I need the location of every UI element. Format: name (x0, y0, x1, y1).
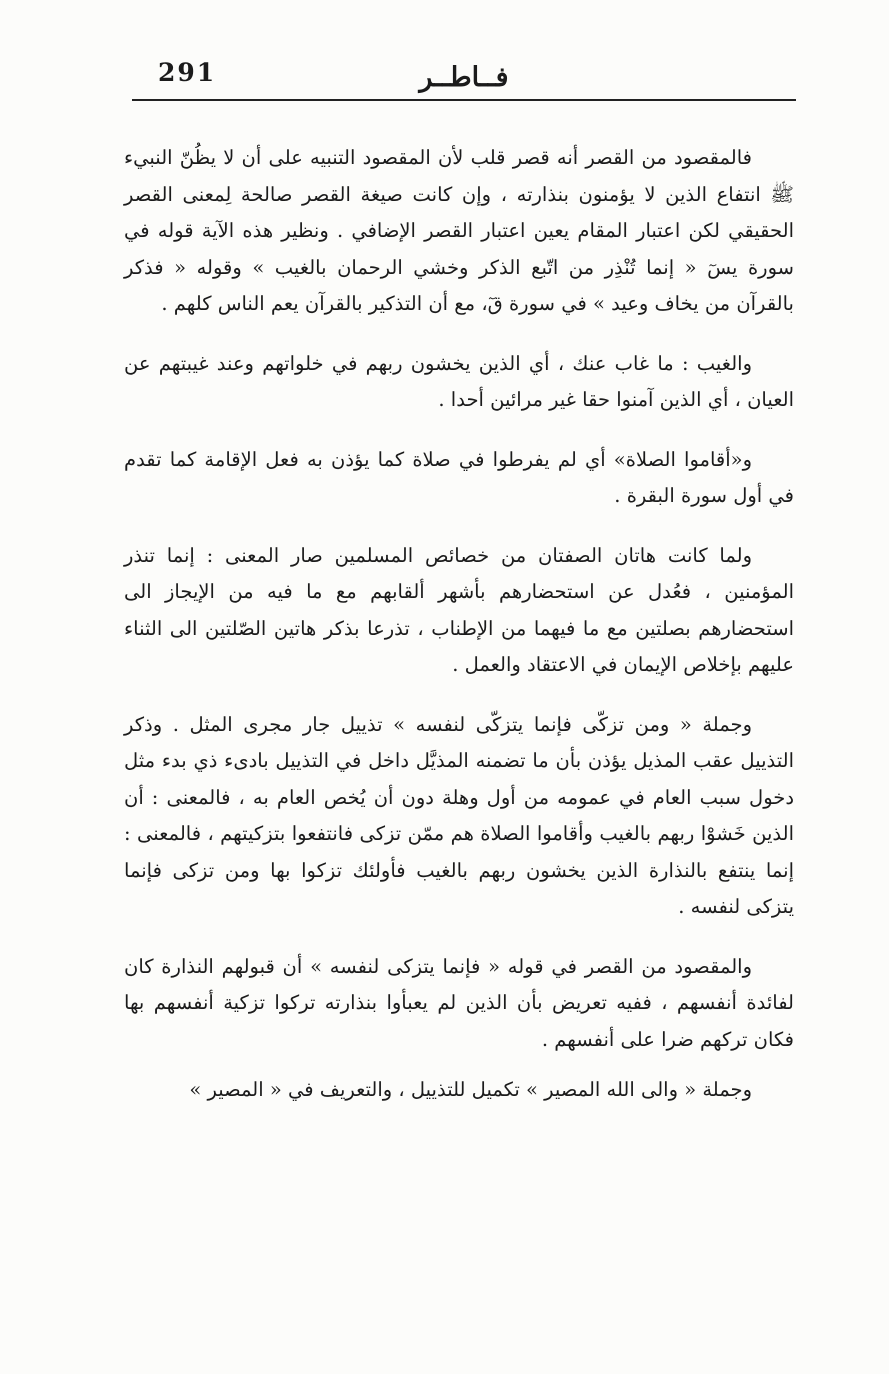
page-number: 291 (158, 58, 217, 87)
paragraph: والمقصود من القصر في قوله « فإنما يتزكى لنفسه » أن قبولهم النذارة كان لفائدة أنفسهم ، ففيه تعريض بأن الذين لم يعبأوا بنذارته تركوا تزكية أنفسهم بها فكان تركهم ضرا على أنفسهم . (124, 954, 794, 1051)
paragraph: والغيب : ما غاب عنك ، أي الذين يخشون ربهم في خلواتهم وعند غيبتهم عن العيان ، أي الذين آمنوا حقا غير مرائين أحدا . (124, 351, 794, 411)
page-header (132, 58, 796, 104)
paragraph: فالمقصود من القصر أنه قصر قلب لأن المقصود التنبيه على أن لا يظُنّ النبيء ﷺ انتفاع الذين لا يؤمنون بنذارته ، وإن كانت صيغة القصر صالحة لِمعنى القصر الحقيقي لكن اعتبار المقام يعين اعتبار القصر الإضافي . ونظير هذه الآية قوله في سورة يسٓ « إنما تُنْذِر من اتّبع الذكر وخشي الرحمان بالغيب » وقوله « فذكر بالقرآن من يخاف وعيد » في سورة قٓ، مع أن التذكير بالقرآن يعم الناس كلهم . (124, 146, 794, 315)
page-body (124, 140, 794, 1132)
paragraph: وجملة « ومن تزكّى فإنما يتزكّى لنفسه » تذييل جار مجرى المثل . وذكر التذييل عقب المذيل يؤذن بأن ما تضمنه المذيَّل داخل في التذييل بادىء ذي بدء مثل دخول سبب العام في عمومه من أول وهلة دون أن يُخص العام به ، فالمعنى : أن الذين خَشوْا ربهم بالغيب وأقاموا الصلاة هم ممّن تزكى فانتفعوا بتزكيتهم ، فالمعنى : إنما ينتفع بالنذارة الذين يخشون ربهم بالغيب فأولئك تزكوا بها ومن تزكى فإنما يتزكى لنفسه . (124, 712, 794, 918)
paragraph: و«أقاموا الصلاة» أي لم يفرطوا في صلاة كما يؤذن به فعل الإقامة كما تقدم في أول سورة البقرة . (124, 447, 794, 507)
running-title: فــاطــر (419, 62, 509, 93)
paragraph: ولما كانت هاتان الصفتان من خصائص المسلمين صار المعنى : إنما تنذر المؤمنين ، فعُدل عن استحضارهم بأشهر ألقابهم مع ما فيه من الإيجاز الى استحضارهم بصلتين مع ما فيهما من الإطناب ، تذرعا بذكر هاتين الصّلتين الى الثناء عليهم بإخلاص الإيمان في الاعتقاد والعمل . (124, 543, 794, 676)
paragraph: وجملة « والى الله المصير » تكميل للتذييل ، والتعريف في « المصير » (189, 1078, 752, 1101)
header-rule (132, 99, 796, 101)
